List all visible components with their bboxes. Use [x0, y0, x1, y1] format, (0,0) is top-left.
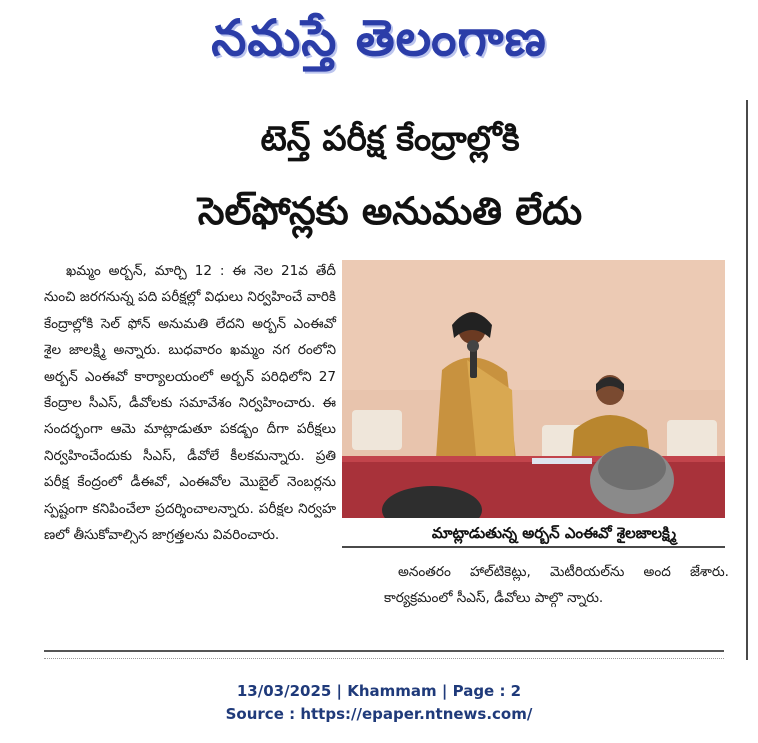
source-link[interactable]: Source : https://epaper.ntnews.com/ [225, 705, 533, 723]
headline-line-1: టెన్త్ పరీక్ష కేంద్రాల్లోకి [260, 119, 520, 159]
newspaper-logo: నమస్తే తెలంగాణ [211, 9, 547, 67]
masthead [0, 0, 758, 78]
article-body-left [44, 258, 336, 548]
edition-info: 13/03/2025 | Khammam | Page : 2 [236, 682, 522, 700]
bottom-divider [44, 650, 724, 652]
article-photo [342, 260, 725, 518]
article-paragraph: ఖమ్మం అర్బన్, మార్చి 12 : ఈ నెల 21వ తేదీ నుంచి జరగనున్న పది పరీక్షల్లో విధులు నిర్వహించే వారికి కేంద్రాల్లోకి సెల్ ఫోన్ అనుమతి లేదని అర్బన్ ఎంఈవో శైల జాలక్ష్మి అన్నారు. బుధవారం ఖమ్మం నగ రంలోని అర్బన్ ఎంఈవో కార్యాలయంలో అర్బన్ పరిధిలోని 27 కేంద్రాల సీఎస్, డీవోలకు సమావేశం నిర్వహించారు. ఈ సందర్భంగా ఆమె మాట్లాడుతూ పకడ్బం దీగా పరీక్షలు నిర్వహించేందుకు సీఎస్, డీవోలే కీలకమన్నారు. ప్రతి పరీక్ష కేంద్రంలో డీఈవో, ఎంఈవోల మొబైల్ నెంబర్లను స్పష్టంగా కనిపించేలా ప్రదర్శించాలన్నారు. పరీక్షల నిర్వహ ణలో తీసుకోవాల్సిన జాగ్రత్తలను వివరించారు. [44, 263, 336, 544]
article-paragraph: అనంతరం హాల్‌టికెట్లు, మెటీరియల్‌ను అంద జేశారు. కార్యక్రమంలో సీఎస్, డీవోలు పాల్గొ న్నారు. [384, 564, 729, 607]
photo-caption: మాట్లాడుతున్న అర్బన్ ఎంఈవో శైలజాలక్ష్మి [431, 524, 677, 542]
caption-divider [342, 546, 725, 548]
cut-edge [44, 658, 724, 665]
column-divider [746, 100, 748, 660]
meeting-photo-illustration [342, 260, 725, 518]
article-body-right [384, 559, 729, 612]
headline-line-2: సెల్‌ఫోన్లకు అనుమతి లేదు [197, 189, 583, 233]
